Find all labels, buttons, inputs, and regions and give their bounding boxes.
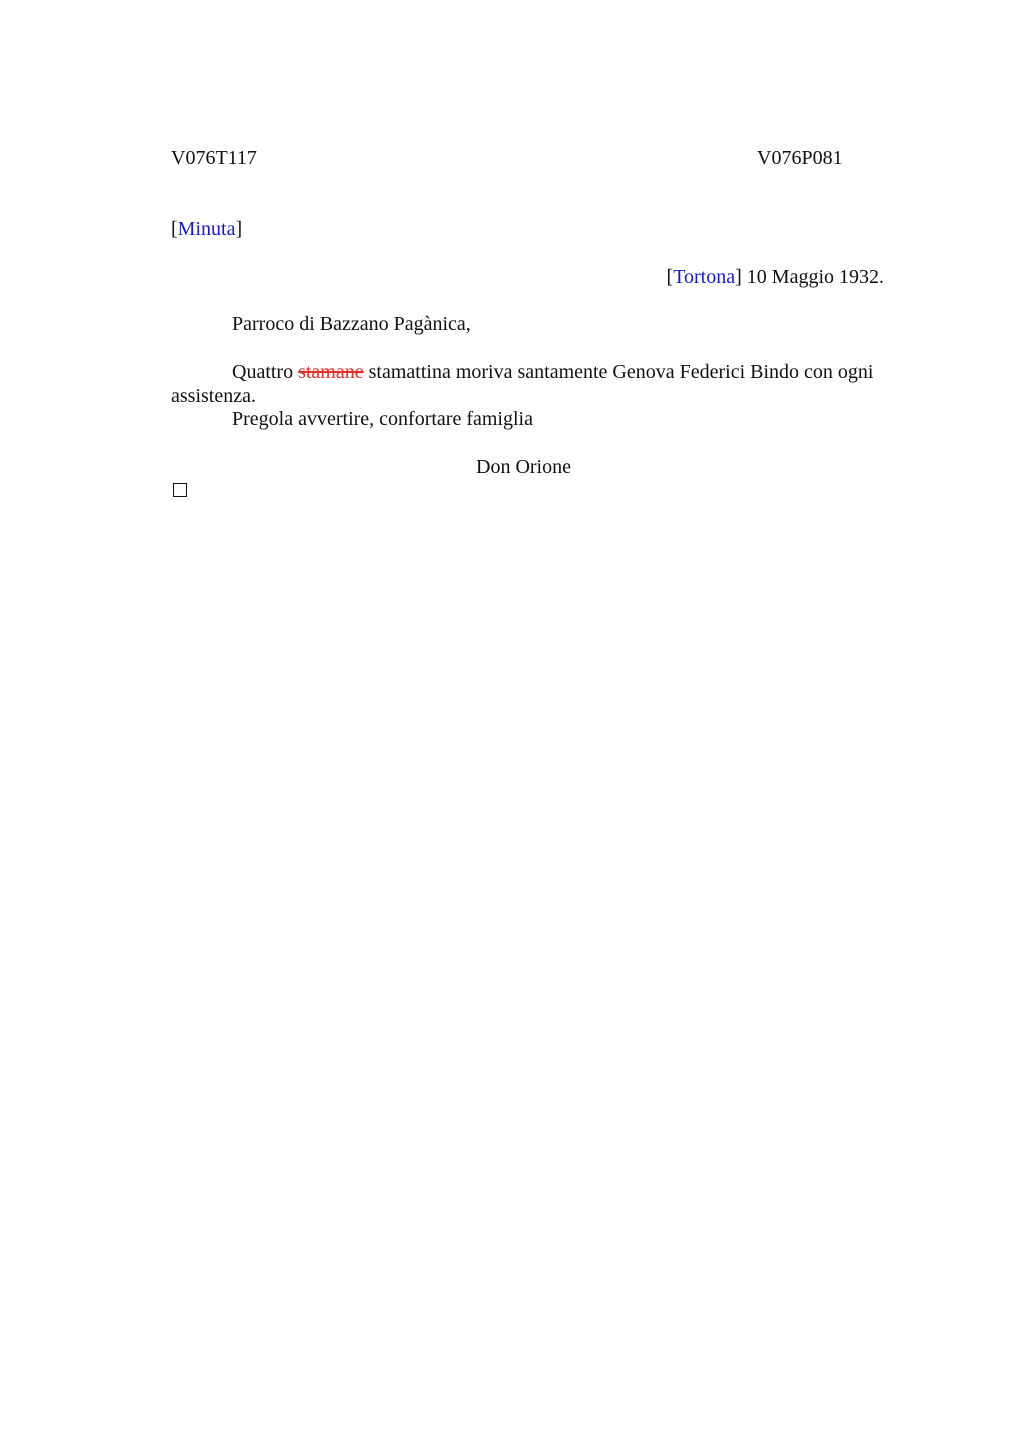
document-type [171,217,242,241]
body-paragraph-2: Pregola avvertire, confortare famiglia [232,408,533,430]
checkbox-square-icon [173,483,187,497]
document-type-label: Minuta [177,218,236,240]
deleted-word: stamane [298,361,364,383]
bracket-open: [ [171,218,178,240]
dateline-place: Tortona [673,266,736,288]
document-code-right: V076P081 [757,147,843,169]
signature: Don Orione [476,456,571,478]
dateline-date: 10 Maggio 1932. [741,266,884,288]
body-text-after: stamattina moriva santamente Genova Federici Bindo con ogni assistenza. [171,361,874,407]
bracket-close: ] [735,266,742,288]
body-text-before: Quattro [232,361,299,383]
document-code-left: V076T117 [171,147,257,169]
bracket-close: ] [235,218,243,240]
salutation: Parroco di Bazzano Pagànica, [232,313,471,335]
bracket-open: [ [666,266,674,288]
dateline [667,265,884,289]
body-paragraph-1 [171,360,901,408]
